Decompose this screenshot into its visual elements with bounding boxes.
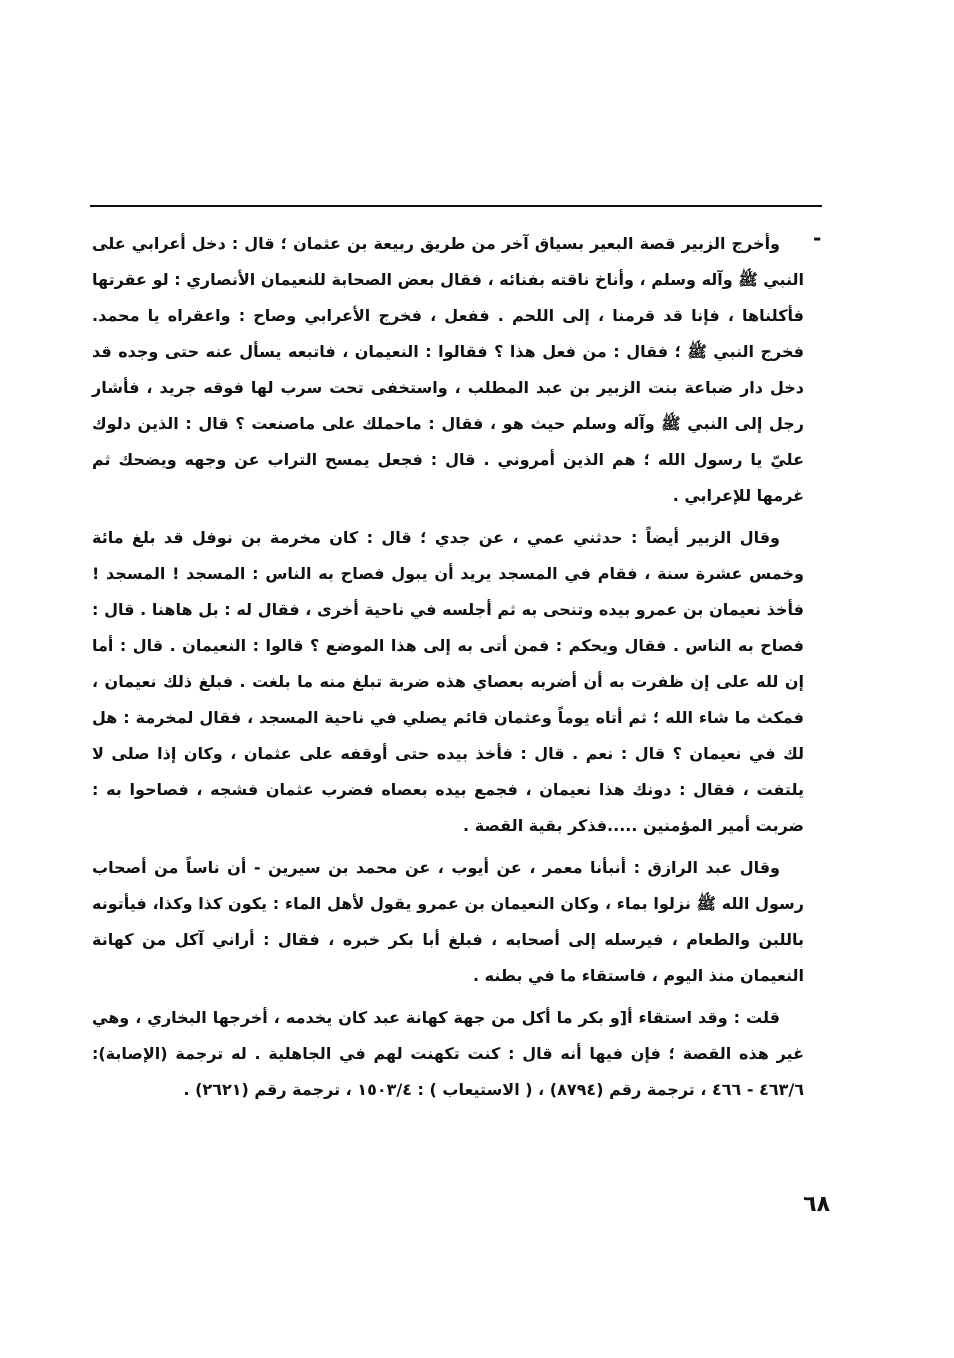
- footnote-paragraph-3: وقال عبد الرازق : أنبأنا معمر ، عن أيوب ، عن محمد بن سيرين - أن ناساً من أصحاب رسول الله ﷺ نزلوا بماء ، وكان النعيمان بن عمرو يقول لأهل الماء : يكون كذا وكذا، فيأتونه باللبن والطعام ، فيرسله إلى أصحابه ، فبلغ أبا بكر خبره ، فقال : أراني آكل من كهانة النعيمان منذ اليوم ، فاستقاء ما في بطنه .: [92, 858, 804, 985]
- footnote-separator-line: [90, 205, 822, 207]
- footnote-text: [92, 226, 804, 1114]
- page-number: ٦٨: [803, 1192, 830, 1217]
- footnote-paragraph-4: قلت : وقد استقاء أ[و بكر ما أكل من جهة كهانة عبد كان يخدمه ، أخرجها البخاري ، وهي غير هذه القصة ؛ فإن فيها أنه قال : كنت تكهنت لهم في الجاهلية . له ترجمة (الإصابة): ٤٦٣/٦ - ٤٦٦ ، ترجمة رقم (٨٧٩٤) ، ( الاستيعاب ) : ١٥٠٣/٤ ، ترجمة رقم (٢٦٢١) .: [92, 1008, 804, 1099]
- footnote-paragraph-1: وأخرج الزبير قصة البعير بسياق آخر من طريق ربيعة بن عثمان ؛ قال : دخل أعرابي على النبي ﷺ وآله وسلم ، وأناخ ناقته بفنائه ، فقال بعض الصحابة للنعيمان الأنصاري : لو عقرتها فأكلناها ، فإنا قد قرمنا ، إلى اللحم . ففعل ، فخرج الأعرابي وصاح : واعقراه يا محمد. فخرج النبي ﷺ ؛ فقال : من فعل هذا ؟ فقالوا : النعيمان ، فاتبعه يسأل عنه حتى وجده قد دخل دار ضباعة بنت الزبير بن عبد المطلب ، واستخفى تحت سرب لها فوقه جريد ، فأشار رجل إلى النبي ﷺ وآله وسلم حيث هو ، فقال : ماحملك على ماصنعت ؟ قال : الذين دلوك عليّ يا رسول الله ؛ هم الذين أمروني . قال : فجعل يمسح التراب عن وجهه ويضحك ثم غرمها للإعرابي .: [92, 234, 804, 505]
- footnote-marker: -: [813, 226, 822, 250]
- footnote-paragraph-2: وقال الزبير أيضاً : حدثني عمي ، عن جدي ؛ قال : كان مخرمة بن نوفل قد بلغ مائة وخمس عشرة سنة ، فقام في المسجد يريد أن يبول فصاح به الناس : المسجد ! المسجد ! فأخذ نعيمان بن عمرو بيده وتنحى به ثم أجلسه في ناحية أخرى ، فقال له : بل هاهنا . قال : فصاح به الناس . فقال ويحكم : فمن أتى به إلى هذا الموضع ؟ قالوا : النعيمان . قال : أما إن لله على إن ظفرت به أن أضربه بعصاي هذه ضربة تبلغ منه ما بلغت . فبلغ ذلك نعيمان ، فمكث ما شاء الله ؛ ثم أتاه يوماً وعثمان قائم يصلي في ناحية المسجد ، فقال لمخرمة : هل لك في نعيمان ؟ قال : نعم . قال : فأخذ بيده حتى أوقفه على عثمان ، وكان إذا صلى لا يلتفت ، فقال : دونك هذا نعيمان ، فجمع بيده بعصاه فضرب عثمان فشجه ، فصاحوا به : ضربت أمير المؤمنين .....فذكر بقية القصة .: [92, 528, 804, 835]
